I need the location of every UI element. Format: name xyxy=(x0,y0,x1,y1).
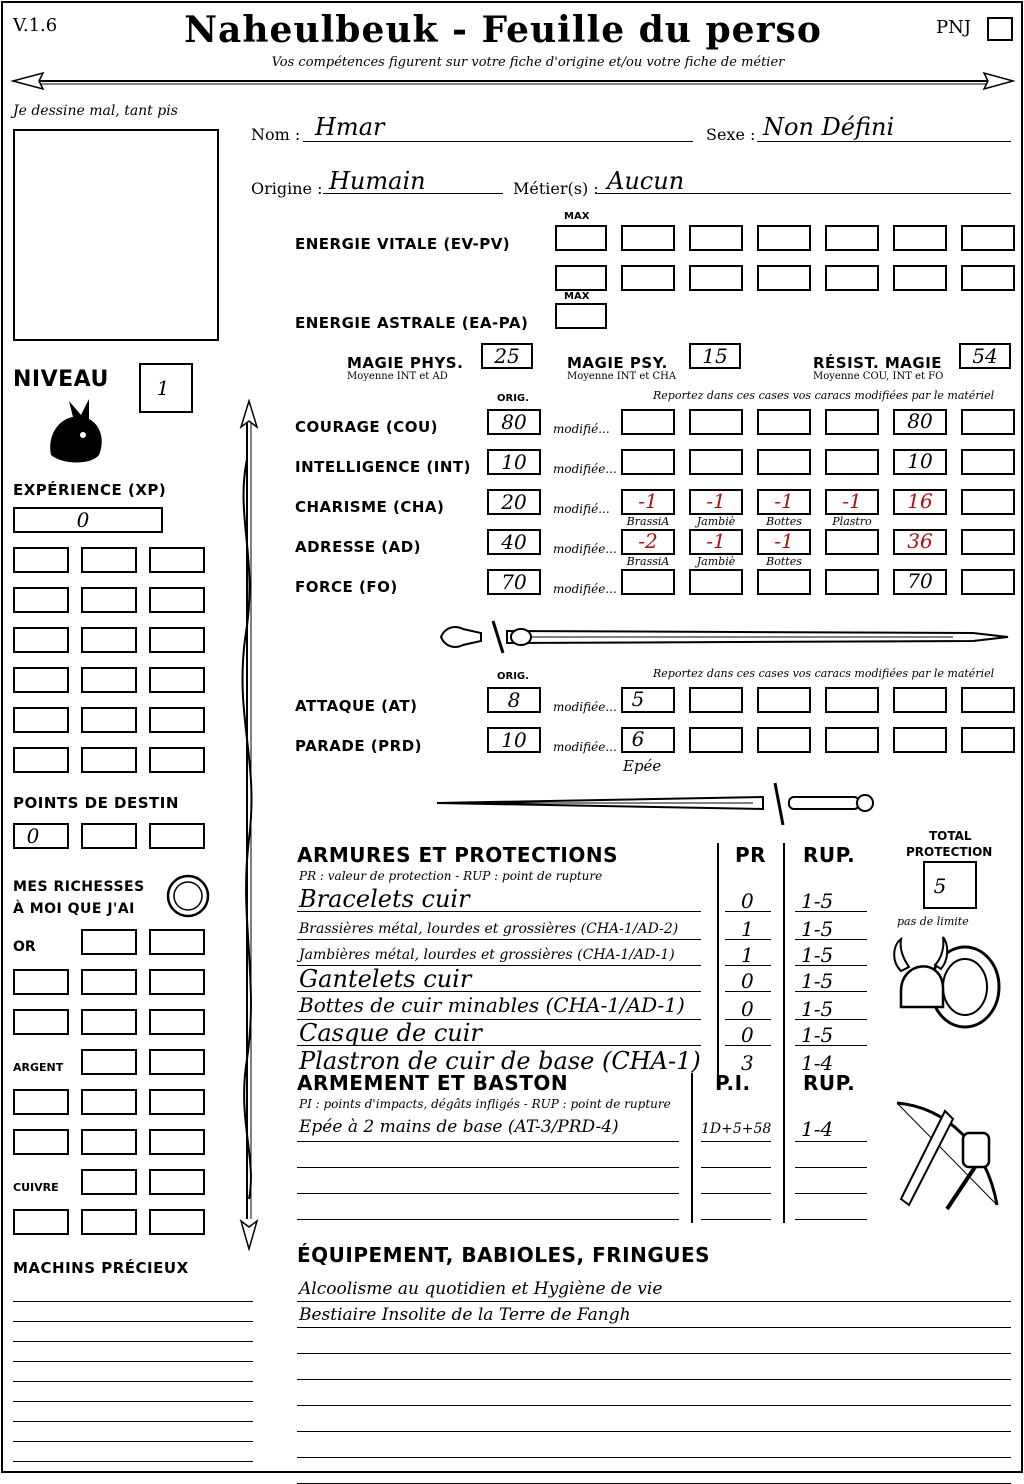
combat-orig-label: ORIG. xyxy=(497,671,529,682)
money-cell[interactable] xyxy=(81,969,137,995)
machins-line[interactable] xyxy=(13,1301,253,1302)
money-cell[interactable] xyxy=(13,1129,69,1155)
weapon-row-line[interactable] xyxy=(701,1219,771,1220)
stat-mod-value: -1 xyxy=(842,489,862,513)
ev-box[interactable] xyxy=(689,265,743,291)
ev-box[interactable] xyxy=(961,265,1015,291)
stat-modif-label: modifiée... xyxy=(553,542,617,556)
armor-item-pr[interactable]: 1 xyxy=(741,943,754,967)
stat-mod-note: Bottes xyxy=(766,555,802,568)
stat-mod-note: Plastro xyxy=(832,515,872,528)
xp-cell[interactable] xyxy=(149,547,205,573)
weapon-item-name[interactable]: Epée à 2 mains de base (AT-3/PRD-4) xyxy=(299,1117,619,1137)
pnj-checkbox[interactable] xyxy=(987,17,1013,41)
weapon-item-pi[interactable]: 1D+5+58 xyxy=(701,1121,772,1137)
stat-mod-value: -1 xyxy=(706,489,726,513)
armor-item-name[interactable]: Bracelets cuir xyxy=(299,885,470,913)
or-box[interactable] xyxy=(81,929,137,955)
helmet-shield-icon xyxy=(887,931,1003,1031)
xp-cell[interactable] xyxy=(81,747,137,773)
armor-row-line xyxy=(725,911,771,912)
metier-label: Métier(s) : xyxy=(513,179,599,198)
crossed-weapons-icon xyxy=(887,1097,1011,1215)
weapons-divider-2 xyxy=(783,1073,785,1223)
xp-value: 0 xyxy=(76,508,90,532)
portrait-box[interactable] xyxy=(13,129,219,341)
magie-psy-note: Moyenne INT et CHA xyxy=(567,371,677,382)
weapon-row-line[interactable] xyxy=(795,1141,867,1142)
resist-magie-note: Moyenne COU, INT et FO xyxy=(813,371,944,382)
xp-cell[interactable] xyxy=(149,587,205,613)
money-cell[interactable] xyxy=(149,1209,205,1235)
combat-mod-box[interactable] xyxy=(757,727,811,753)
nom-label: Nom : xyxy=(251,125,301,144)
xp-cell[interactable] xyxy=(81,667,137,693)
stat-label: ADRESSE (AD) xyxy=(295,538,422,556)
ev-box[interactable] xyxy=(757,265,811,291)
armor-row-line xyxy=(795,911,867,912)
equipment-row-line[interactable] xyxy=(297,1353,1011,1354)
weapon-row-line[interactable] xyxy=(297,1141,679,1142)
total-protection-label-1: TOTAL xyxy=(929,829,972,843)
armor-row-line xyxy=(725,1045,771,1046)
stat-mod-box[interactable] xyxy=(621,569,675,595)
stat-mod-value: 80 xyxy=(907,409,933,433)
ev-label: ENERGIE VITALE (EV-PV) xyxy=(295,235,511,253)
stat-label: CHARISME (CHA) xyxy=(295,498,445,516)
xp-cell[interactable] xyxy=(81,627,137,653)
machins-line[interactable] xyxy=(13,1361,253,1362)
magie-phys-label: MAGIE PHYS. xyxy=(347,354,464,372)
ev-box[interactable] xyxy=(825,265,879,291)
equipment-row-line[interactable] xyxy=(297,1457,1011,1458)
armor-row-line xyxy=(725,939,771,940)
armor-item-rup[interactable]: 1-5 xyxy=(801,917,834,941)
sword-icon xyxy=(433,611,1013,663)
armor-row-line xyxy=(725,965,771,966)
stat-mod-value: -1 xyxy=(706,529,726,553)
combat-mod-box[interactable] xyxy=(825,727,879,753)
richesses-label-2: À MOI QUE J'AI xyxy=(13,901,135,917)
money-cell[interactable] xyxy=(13,1089,69,1115)
ea-max-label: MAX xyxy=(564,291,590,302)
combat-mod-box[interactable] xyxy=(825,687,879,713)
equipment-title: ÉQUIPEMENT, BABIOLES, FRINGUES xyxy=(297,1243,711,1267)
combat-label: PARADE (PRD) xyxy=(295,737,423,755)
stat-modif-label: modifiée... xyxy=(553,462,617,476)
money-cell[interactable] xyxy=(81,1209,137,1235)
ev-box[interactable] xyxy=(689,225,743,251)
armor-item-pr[interactable]: 3 xyxy=(741,1051,754,1075)
nom-field-line xyxy=(303,141,693,142)
stat-mod-value: 16 xyxy=(907,489,933,513)
armor-item-name[interactable]: Plastron de cuir de base (CHA-1) xyxy=(299,1047,701,1075)
armor-item-rup[interactable]: 1-5 xyxy=(801,969,834,993)
xp-cell[interactable] xyxy=(149,667,205,693)
stat-mod-note: Bottes xyxy=(766,515,802,528)
combat-modif-label: modifiée... xyxy=(553,700,617,714)
weapon-row-line[interactable] xyxy=(701,1193,771,1194)
cuivre-box[interactable] xyxy=(81,1169,137,1195)
ev-max-box[interactable] xyxy=(555,225,607,251)
combat-mod-value: 6 xyxy=(631,727,645,751)
xp-cell[interactable] xyxy=(13,707,69,733)
stat-mod-value: 10 xyxy=(907,449,933,473)
ev-box[interactable] xyxy=(757,225,811,251)
equipment-row-line[interactable] xyxy=(297,1379,1011,1380)
stat-mod-box[interactable] xyxy=(689,449,743,475)
armor-item-pr[interactable]: 1 xyxy=(741,917,754,941)
weapons-pi-header: P.I. xyxy=(715,1071,751,1095)
xp-cell[interactable] xyxy=(13,547,69,573)
stat-mod-box[interactable] xyxy=(689,569,743,595)
destin-box-3[interactable] xyxy=(149,823,205,849)
ea-label: ENERGIE ASTRALE (EA-PA) xyxy=(295,314,529,332)
machins-label: MACHINS PRÉCIEUX xyxy=(13,1259,189,1277)
ev-box[interactable] xyxy=(961,225,1015,251)
money-cell[interactable] xyxy=(149,1129,205,1155)
argent-label: ARGENT xyxy=(13,1061,64,1074)
armor-item-name[interactable]: Brassières métal, lourdes et grossières (CHA-1/AD-2) xyxy=(299,921,679,937)
resist-magie-value: 54 xyxy=(972,344,998,368)
cuivre-label: CUIVRE xyxy=(13,1181,59,1194)
stat-mod-value: 36 xyxy=(907,529,933,553)
ev-box[interactable] xyxy=(555,265,607,291)
portrait-caption: Je dessine mal, tant pis xyxy=(13,103,178,119)
richesses-label-1: MES RICHESSES xyxy=(13,879,145,895)
stat-mod-box[interactable] xyxy=(961,529,1015,555)
resist-magie-label: RÉSIST. MAGIE xyxy=(813,354,943,372)
sword-icon-2 xyxy=(433,779,877,829)
armor-divider-1 xyxy=(717,843,719,1075)
combat-mod-box[interactable] xyxy=(893,687,947,713)
armor-row-line xyxy=(297,911,701,912)
machins-line[interactable] xyxy=(13,1341,253,1342)
destin-box-2[interactable] xyxy=(81,823,137,849)
destin-label: POINTS DE DESTIN xyxy=(13,794,179,812)
argent-box[interactable] xyxy=(81,1049,137,1075)
ev-box[interactable] xyxy=(621,265,675,291)
armor-row-line xyxy=(297,939,701,940)
or-label: OR xyxy=(13,939,36,955)
armor-pr-header: PR xyxy=(735,843,767,867)
total-protection-label-2: PROTECTION xyxy=(906,845,993,859)
ev-box[interactable] xyxy=(893,225,947,251)
origine-field[interactable]: Humain xyxy=(329,167,426,195)
armor-row-line xyxy=(725,1019,771,1020)
weapon-row-line[interactable] xyxy=(297,1167,679,1168)
weapon-row-line[interactable] xyxy=(297,1219,679,1220)
armor-item-name[interactable]: Gantelets cuir xyxy=(299,965,472,993)
weapons-title: ARMEMENT ET BASTON xyxy=(297,1071,569,1095)
armor-legend: PR : valeur de protection - RUP : point de rupture xyxy=(299,869,603,883)
version-label: V.1.6 xyxy=(13,15,58,36)
magie-phys-value: 25 xyxy=(494,344,520,368)
xp-cell[interactable] xyxy=(81,547,137,573)
stat-modif-label: modifié... xyxy=(553,422,610,436)
armor-row-line xyxy=(795,1045,867,1046)
total-protection-note: pas de limite xyxy=(897,915,969,928)
money-cell[interactable] xyxy=(81,1009,137,1035)
xp-cell[interactable] xyxy=(149,747,205,773)
weapons-rup-header: RUP. xyxy=(803,1071,856,1095)
money-cell[interactable] xyxy=(149,1009,205,1035)
weapon-item-rup[interactable]: 1-4 xyxy=(801,1117,834,1141)
armor-item-pr[interactable]: 0 xyxy=(741,997,754,1021)
combat-note: Epée xyxy=(623,757,662,775)
stats-orig-label: ORIG. xyxy=(497,393,529,404)
armor-item-pr[interactable]: 0 xyxy=(741,889,754,913)
stat-mod-note: Jambiè xyxy=(696,555,736,568)
combat-mod-box[interactable] xyxy=(757,687,811,713)
total-protection-value: 5 xyxy=(933,874,947,898)
destin-value: 0 xyxy=(26,824,40,848)
stat-modif-label: modifiée... xyxy=(553,582,617,596)
stat-modif-label: modifié... xyxy=(553,502,610,516)
stat-mod-value: -2 xyxy=(638,529,658,553)
stat-mod-box[interactable] xyxy=(825,569,879,595)
equipment-row-line[interactable] xyxy=(297,1327,1011,1328)
stat-orig-value: 70 xyxy=(501,570,527,594)
armor-item-rup[interactable]: 1-5 xyxy=(801,1023,834,1047)
weapon-row-line[interactable] xyxy=(795,1167,867,1168)
armor-item-rup[interactable]: 1-5 xyxy=(801,889,834,913)
armor-row-line xyxy=(297,1045,701,1046)
xp-cell[interactable] xyxy=(81,587,137,613)
ea-max-box[interactable] xyxy=(555,303,607,329)
armor-row-line xyxy=(795,939,867,940)
combat-mod-box[interactable] xyxy=(689,687,743,713)
combat-mod-box[interactable] xyxy=(893,727,947,753)
equipment-row-line[interactable] xyxy=(297,1405,1011,1406)
stat-mod-box[interactable] xyxy=(757,569,811,595)
armor-row-line xyxy=(297,991,701,992)
magie-phys-note: Moyenne INT et AD xyxy=(347,371,448,382)
spear-vertical-icon xyxy=(229,399,269,1251)
money-cell[interactable] xyxy=(81,1129,137,1155)
armor-item-pr[interactable]: 0 xyxy=(741,1023,754,1047)
stat-mod-box[interactable] xyxy=(825,449,879,475)
xp-cell[interactable] xyxy=(149,707,205,733)
stat-mod-box[interactable] xyxy=(961,449,1015,475)
argent-box[interactable] xyxy=(149,1049,205,1075)
stat-mod-box[interactable] xyxy=(757,449,811,475)
ev-box[interactable] xyxy=(621,225,675,251)
weapons-legend: PI : points d'impacts, dégâts infligés - RUP : point de rupture xyxy=(299,1097,671,1111)
machins-line[interactable] xyxy=(13,1441,253,1442)
armor-item-pr[interactable]: 0 xyxy=(741,969,754,993)
machins-line[interactable] xyxy=(13,1321,253,1322)
stat-orig-value: 20 xyxy=(501,490,527,514)
xp-cell[interactable] xyxy=(149,627,205,653)
armor-title: ARMURES ET PROTECTIONS xyxy=(297,843,618,867)
dragon-icon xyxy=(43,395,109,467)
combat-orig-value: 8 xyxy=(507,688,521,712)
armor-row-line xyxy=(795,991,867,992)
weapon-row-line[interactable] xyxy=(795,1219,867,1220)
or-box[interactable] xyxy=(149,929,205,955)
stat-mod-box[interactable] xyxy=(961,409,1015,435)
stat-orig-value: 10 xyxy=(501,450,527,474)
armor-item-rup[interactable]: 1-4 xyxy=(801,1051,834,1075)
armor-divider-2 xyxy=(783,843,785,1075)
combat-report-note: Reportez dans ces cases vos caracs modifiées par le matériel xyxy=(653,667,995,680)
stat-mod-box[interactable] xyxy=(961,489,1015,515)
money-cell[interactable] xyxy=(149,969,205,995)
combat-orig-value: 10 xyxy=(501,728,527,752)
money-cell[interactable] xyxy=(13,969,69,995)
stat-mod-box[interactable] xyxy=(825,409,879,435)
weapons-divider-1 xyxy=(691,1073,693,1223)
pnj-label: PNJ xyxy=(936,17,972,38)
ev-max-label: MAX xyxy=(564,211,590,222)
armor-item-rup[interactable]: 1-5 xyxy=(801,943,834,967)
page-title: Naheulbeuk - Feuille du perso xyxy=(184,9,822,51)
combat-mod-value: 5 xyxy=(631,687,645,711)
combat-mod-box[interactable] xyxy=(961,727,1015,753)
spear-divider-icon xyxy=(9,69,1017,93)
combat-mod-box[interactable] xyxy=(689,727,743,753)
equipment-item[interactable]: Bestiaire Insolite de la Terre de Fangh xyxy=(299,1305,631,1325)
armor-item-rup[interactable]: 1-5 xyxy=(801,997,834,1021)
equipment-row-line[interactable] xyxy=(297,1301,1011,1302)
stat-mod-box[interactable] xyxy=(621,409,675,435)
equipment-item[interactable]: Alcoolisme au quotidien et Hygiène de vie xyxy=(299,1279,663,1299)
armor-item-name[interactable]: Casque de cuir xyxy=(299,1019,482,1047)
xp-cell[interactable] xyxy=(13,587,69,613)
sexe-label: Sexe : xyxy=(706,125,756,144)
combat-mod-box[interactable] xyxy=(961,687,1015,713)
xp-cell[interactable] xyxy=(81,707,137,733)
money-cell[interactable] xyxy=(81,1089,137,1115)
stats-report-note: Reportez dans ces cases vos caracs modifiées par le matériel xyxy=(653,389,995,402)
cuivre-box[interactable] xyxy=(149,1169,205,1195)
stat-orig-value: 80 xyxy=(501,410,527,434)
armor-item-name[interactable]: Bottes de cuir minables (CHA-1/AD-1) xyxy=(299,993,685,1017)
machins-line[interactable] xyxy=(13,1401,253,1402)
stat-mod-note: BrassiA xyxy=(626,555,670,568)
metier-field[interactable]: Aucun xyxy=(607,167,685,195)
ev-box[interactable] xyxy=(825,225,879,251)
origine-label: Origine : xyxy=(251,179,323,198)
stat-label: INTELLIGENCE (INT) xyxy=(295,458,471,476)
xp-cell[interactable] xyxy=(13,747,69,773)
armor-row-line xyxy=(725,991,771,992)
stat-mod-note: Jambiè xyxy=(696,515,736,528)
character-sheet xyxy=(1,1,1023,1473)
stat-label: COURAGE (COU) xyxy=(295,418,439,436)
coin-icon xyxy=(165,873,211,919)
stat-label: FORCE (FO) xyxy=(295,578,398,596)
stat-mod-value: -1 xyxy=(638,489,658,513)
money-cell[interactable] xyxy=(149,1089,205,1115)
page-subtitle: Vos compétences figurent sur votre fiche d'origine et/ou votre fiche de métier xyxy=(271,55,785,70)
stat-mod-note: BrassiA xyxy=(626,515,670,528)
equipment-row-line[interactable] xyxy=(297,1431,1011,1432)
xp-cell[interactable] xyxy=(13,627,69,653)
machins-line[interactable] xyxy=(13,1421,253,1422)
stat-mod-box[interactable] xyxy=(961,569,1015,595)
armor-item-name[interactable]: Jambières métal, lourdes et grossières (CHA-1/AD-1) xyxy=(299,947,675,963)
combat-label: ATTAQUE (AT) xyxy=(295,697,418,715)
stat-mod-value: 70 xyxy=(907,569,933,593)
stat-mod-box[interactable] xyxy=(757,409,811,435)
machins-line[interactable] xyxy=(13,1381,253,1382)
xp-cell[interactable] xyxy=(13,667,69,693)
niveau-label: NIVEAU xyxy=(13,367,109,392)
nom-field[interactable]: Hmar xyxy=(315,113,385,141)
sexe-field-line xyxy=(757,141,1011,142)
magie-psy-label: MAGIE PSY. xyxy=(567,354,668,372)
weapon-row-line[interactable] xyxy=(297,1193,679,1194)
weapon-row-line[interactable] xyxy=(701,1141,771,1142)
money-cell[interactable] xyxy=(13,1009,69,1035)
armor-rup-header: RUP. xyxy=(803,843,856,867)
money-cell[interactable] xyxy=(13,1209,69,1235)
niveau-value: 1 xyxy=(156,376,170,400)
stat-orig-value: 40 xyxy=(501,530,527,554)
stat-mod-box[interactable] xyxy=(621,449,675,475)
weapon-row-line[interactable] xyxy=(701,1167,771,1168)
stat-mod-box[interactable] xyxy=(825,529,879,555)
armor-row-line xyxy=(795,965,867,966)
ev-box[interactable] xyxy=(893,265,947,291)
stat-mod-value: -1 xyxy=(774,529,794,553)
weapon-row-line[interactable] xyxy=(795,1193,867,1194)
machins-line[interactable] xyxy=(13,1461,253,1462)
xp-label: EXPÉRIENCE (XP) xyxy=(13,481,167,499)
armor-row-line xyxy=(795,1019,867,1020)
combat-modif-label: modifiée... xyxy=(553,740,617,754)
stat-mod-box[interactable] xyxy=(689,409,743,435)
magie-psy-value: 15 xyxy=(702,344,728,368)
stat-mod-value: -1 xyxy=(774,489,794,513)
sexe-field[interactable]: Non Défini xyxy=(763,113,895,141)
